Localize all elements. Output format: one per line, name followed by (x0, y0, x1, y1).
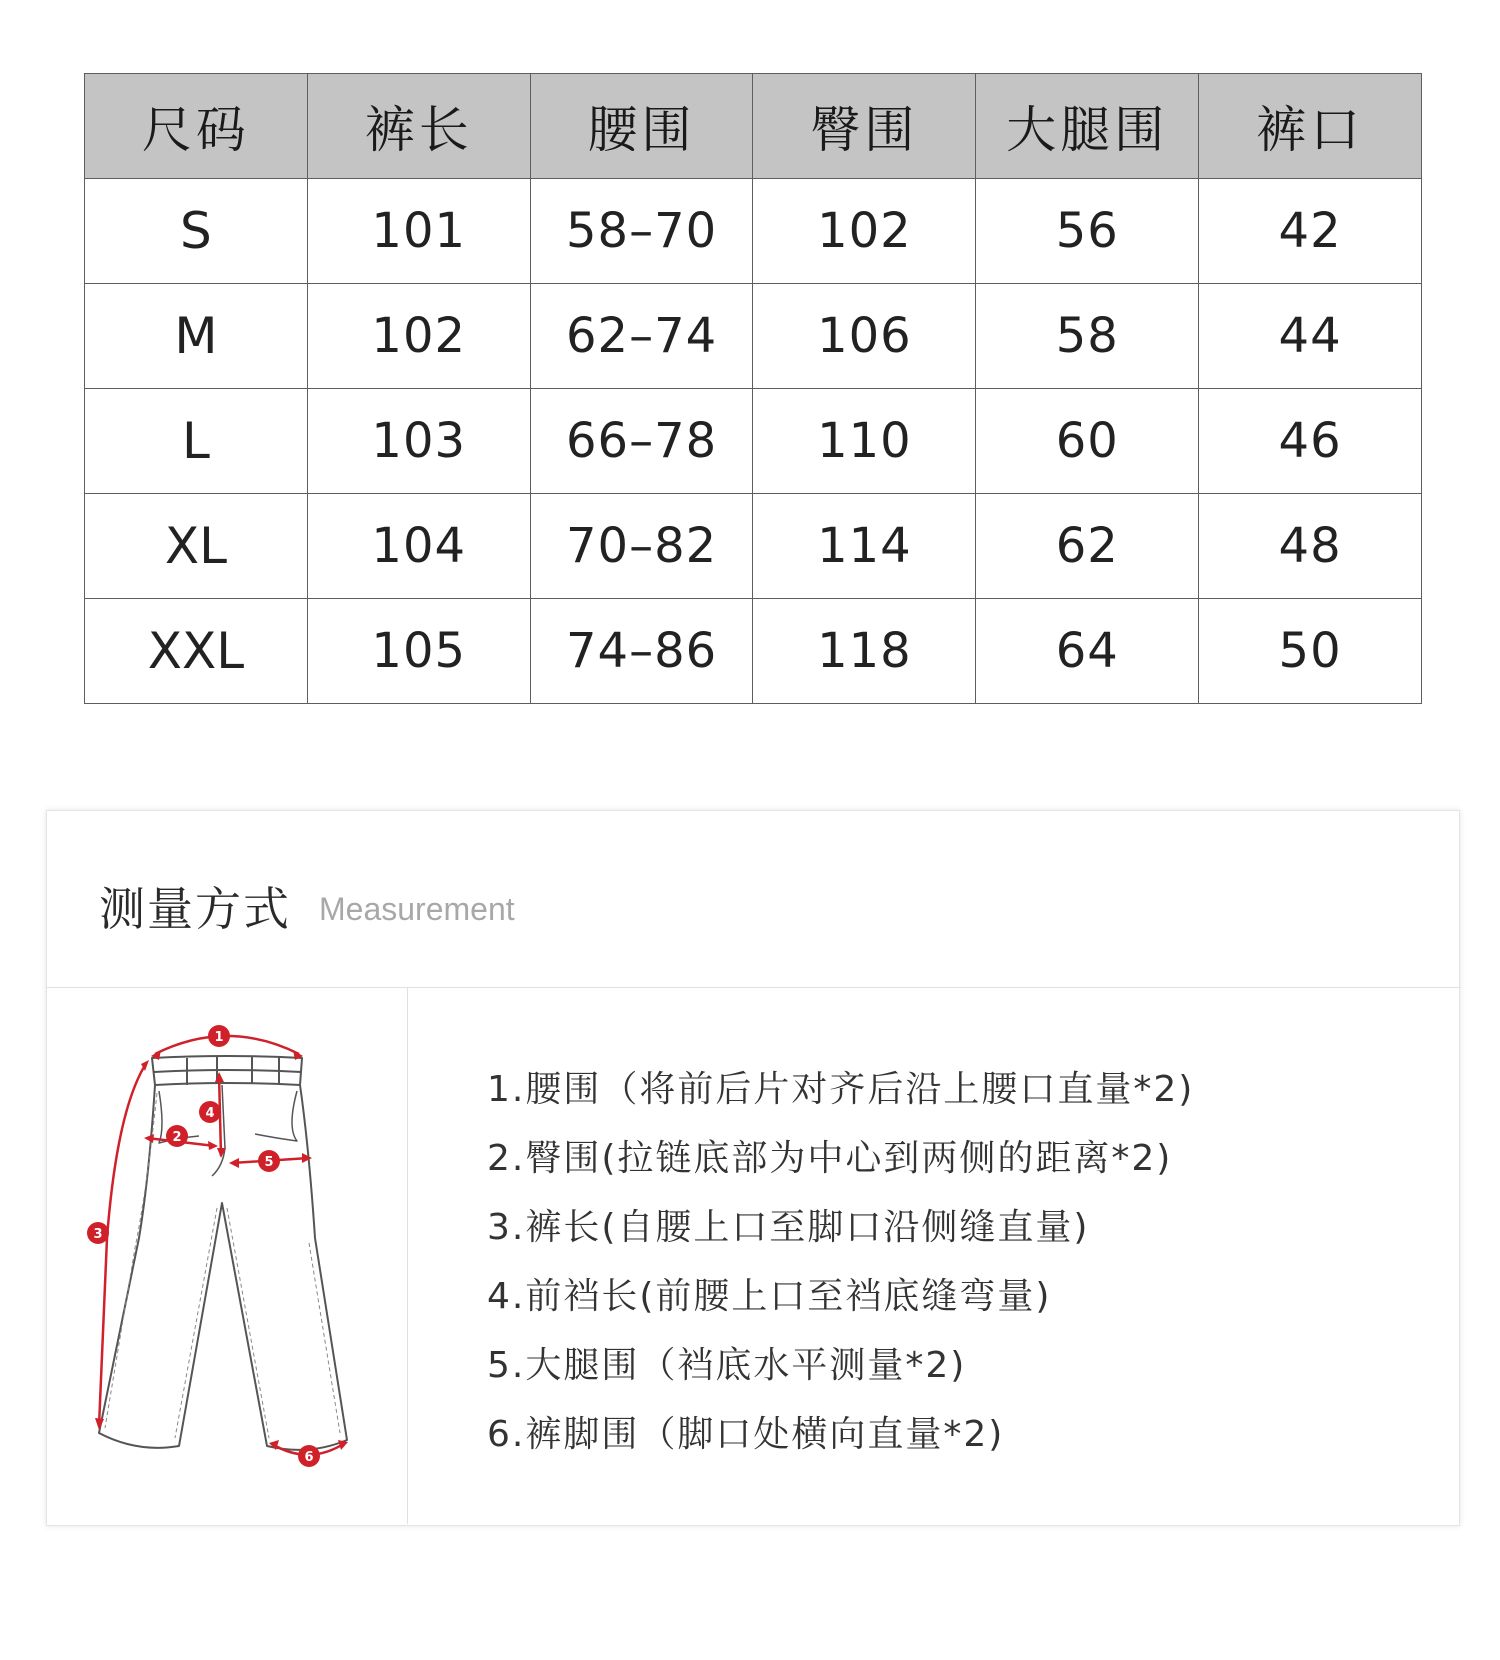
marker-2-icon (166, 1125, 188, 1147)
header-thigh: 大腿围 (976, 74, 1199, 179)
svg-text:2: 2 (172, 1130, 182, 1145)
thigh-cell: 60 (976, 389, 1199, 494)
pants-length-cell: 103 (307, 389, 530, 494)
note-front-rise: 4.前裆长(前腰上口至裆底缝弯量) (487, 1276, 1052, 1317)
pants-length-cell: 104 (307, 494, 530, 599)
thigh-cell: 56 (976, 179, 1199, 284)
svg-text:3: 3 (93, 1227, 103, 1242)
thigh-cell: 64 (976, 599, 1199, 704)
waist-cell: 70–82 (530, 494, 753, 599)
marker-1-icon (208, 1025, 230, 1047)
size-cell: XL (85, 494, 308, 599)
measurement-subtitle: Measurement (319, 891, 515, 927)
marker-6-icon (298, 1445, 320, 1467)
marker-3-icon (87, 1222, 109, 1244)
measurement-panel (46, 810, 1460, 1526)
header-leg-opening: 裤口 (1199, 74, 1422, 179)
marker-4-icon (199, 1101, 221, 1123)
size-table (84, 73, 1422, 704)
note-leg-opening: 6.裤脚围（脚口处横向直量*2) (487, 1414, 1005, 1455)
size-table-header-row (85, 74, 1422, 179)
leg-opening-cell: 46 (1199, 389, 1422, 494)
hip-cell: 102 (753, 179, 976, 284)
waist-cell: 62–74 (530, 284, 753, 389)
svg-text:6: 6 (304, 1450, 314, 1465)
size-cell: L (85, 389, 308, 494)
size-cell: M (85, 284, 308, 389)
pants-diagram-icon (47, 988, 407, 1524)
measurement-notes (487, 1055, 1194, 1469)
thigh-cell: 62 (976, 494, 1199, 599)
svg-text:4: 4 (205, 1106, 215, 1121)
leg-opening-cell: 44 (1199, 284, 1422, 389)
measurement-header (47, 811, 1459, 988)
table-row (85, 179, 1422, 284)
size-cell: S (85, 179, 308, 284)
table-row (85, 284, 1422, 389)
hip-cell: 110 (753, 389, 976, 494)
table-row (85, 389, 1422, 494)
note-hip: 2.臀围(拉链底部为中心到两侧的距离*2) (487, 1138, 1173, 1179)
note-pants-length: 3.裤长(自腰上口至脚口沿侧缝直量) (487, 1207, 1090, 1248)
svg-text:1: 1 (214, 1030, 224, 1045)
header-size: 尺码 (85, 74, 308, 179)
waist-cell: 74–86 (530, 599, 753, 704)
waist-cell: 58–70 (530, 179, 753, 284)
header-hip: 臀围 (753, 74, 976, 179)
marker-5-icon (258, 1150, 280, 1172)
waist-cell: 66–78 (530, 389, 753, 494)
note-waist: 1.腰围（将前后片对齐后沿上腰口直量*2) (487, 1069, 1195, 1110)
thigh-cell: 58 (976, 284, 1199, 389)
leg-opening-cell: 48 (1199, 494, 1422, 599)
hip-cell: 114 (753, 494, 976, 599)
leg-opening-cell: 42 (1199, 179, 1422, 284)
measurement-title: 测量方式 (99, 882, 291, 936)
hip-cell: 106 (753, 284, 976, 389)
header-waist: 腰围 (530, 74, 753, 179)
pants-length-cell: 101 (307, 179, 530, 284)
svg-text:5: 5 (264, 1155, 274, 1170)
size-cell: XXL (85, 599, 308, 704)
pants-length-cell: 102 (307, 284, 530, 389)
hip-cell: 118 (753, 599, 976, 704)
table-row (85, 494, 1422, 599)
pants-length-cell: 105 (307, 599, 530, 704)
note-thigh: 5.大腿围（裆底水平测量*2) (487, 1345, 967, 1386)
pants-diagram-cell (47, 988, 408, 1524)
leg-opening-cell: 50 (1199, 599, 1422, 704)
header-pants-length: 裤长 (307, 74, 530, 179)
table-row (85, 599, 1422, 704)
